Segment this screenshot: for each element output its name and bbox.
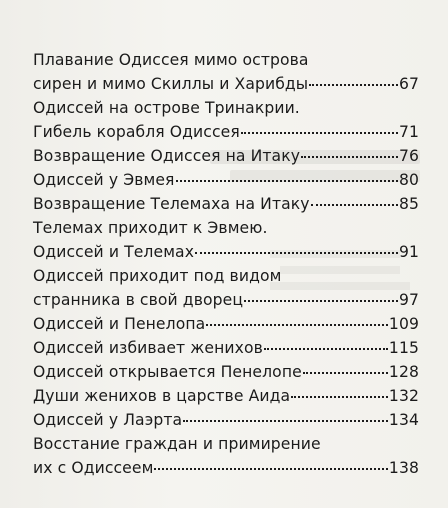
toc-entry-page: 132 — [388, 387, 419, 405]
toc-entry-title: Души женихов в царстве Аида — [33, 387, 291, 405]
leader-dots — [176, 180, 398, 182]
toc-entry-line — [33, 48, 419, 72]
toc-entry-page: 67 — [398, 75, 419, 93]
toc-entry-title: Возвращение Телемаха на Итаку — [33, 195, 310, 213]
toc-entry-title: Одиссей и Пенелопа — [33, 315, 206, 333]
toc-entry-page: 85 — [398, 195, 419, 213]
toc-entry-title: сирен и мимо Скиллы и Харибды — [33, 75, 309, 93]
toc-entry-title: Телемах приходит к Эвмею. — [33, 219, 268, 237]
toc-entry — [33, 456, 419, 480]
toc-entry-title: Одиссей приходит под видом — [33, 267, 282, 285]
toc-entry-page: 128 — [388, 363, 419, 381]
toc-entry-title: Возвращение Одиссея на Итаку — [33, 147, 301, 165]
toc-entry-title: их с Одиссеем — [33, 459, 154, 477]
toc-entry — [33, 192, 419, 216]
toc-entry — [33, 336, 419, 360]
toc-entry-page: 115 — [388, 339, 419, 357]
toc-entry — [33, 120, 419, 144]
toc-entry — [33, 408, 419, 432]
leader-dots — [183, 420, 388, 422]
toc-entry — [33, 312, 419, 336]
leader-dots — [303, 372, 388, 374]
toc-entry-line — [33, 96, 419, 120]
toc-entry-page: 134 — [388, 411, 419, 429]
toc-entry — [33, 144, 419, 168]
toc-entry-title: Одиссей у Эвмея — [33, 171, 175, 189]
leader-dots — [291, 396, 388, 398]
leader-dots — [264, 348, 388, 350]
toc-entry-title: Восстание граждан и примирение — [33, 435, 321, 453]
leader-dots — [241, 132, 398, 134]
toc-entry-page: 91 — [398, 243, 419, 261]
toc-entry-title: Гибель корабля Одиссея — [33, 123, 240, 141]
toc-entry-title: Одиссей избивает женихов — [33, 339, 263, 357]
toc-entry-title: Одиссей у Лаэрта — [33, 411, 183, 429]
leader-dots — [195, 252, 398, 254]
toc-entry-line — [33, 432, 419, 456]
toc-entry — [33, 384, 419, 408]
toc-entry — [33, 72, 419, 96]
toc-entry-page: 109 — [388, 315, 419, 333]
toc-entry-title: Плавание Одиссея мимо острова — [33, 51, 309, 69]
toc-entry-page: 71 — [398, 123, 419, 141]
leader-dots — [311, 204, 398, 206]
toc-entry — [33, 360, 419, 384]
toc-entry — [33, 168, 419, 192]
toc-entry-title: Одиссей и Телемах — [33, 243, 195, 261]
table-of-contents — [33, 48, 419, 480]
toc-entry-page: 76 — [398, 147, 419, 165]
toc-entry-title: Одиссей на острове Тринакрии. — [33, 99, 300, 117]
toc-entry-line — [33, 216, 419, 240]
toc-entry-title: Одиссей открывается Пенелопе — [33, 363, 302, 381]
toc-entry — [33, 240, 419, 264]
toc-entry-page: 138 — [388, 459, 419, 477]
leader-dots — [301, 156, 398, 158]
leader-dots — [154, 468, 387, 470]
leader-dots — [309, 84, 398, 86]
toc-entry-page: 97 — [398, 291, 419, 309]
toc-entry — [33, 288, 419, 312]
toc-entry-line — [33, 264, 419, 288]
toc-entry-title: странника в свой дворец — [33, 291, 244, 309]
toc-entry-page: 80 — [398, 171, 419, 189]
leader-dots — [244, 300, 398, 302]
leader-dots — [206, 324, 388, 326]
